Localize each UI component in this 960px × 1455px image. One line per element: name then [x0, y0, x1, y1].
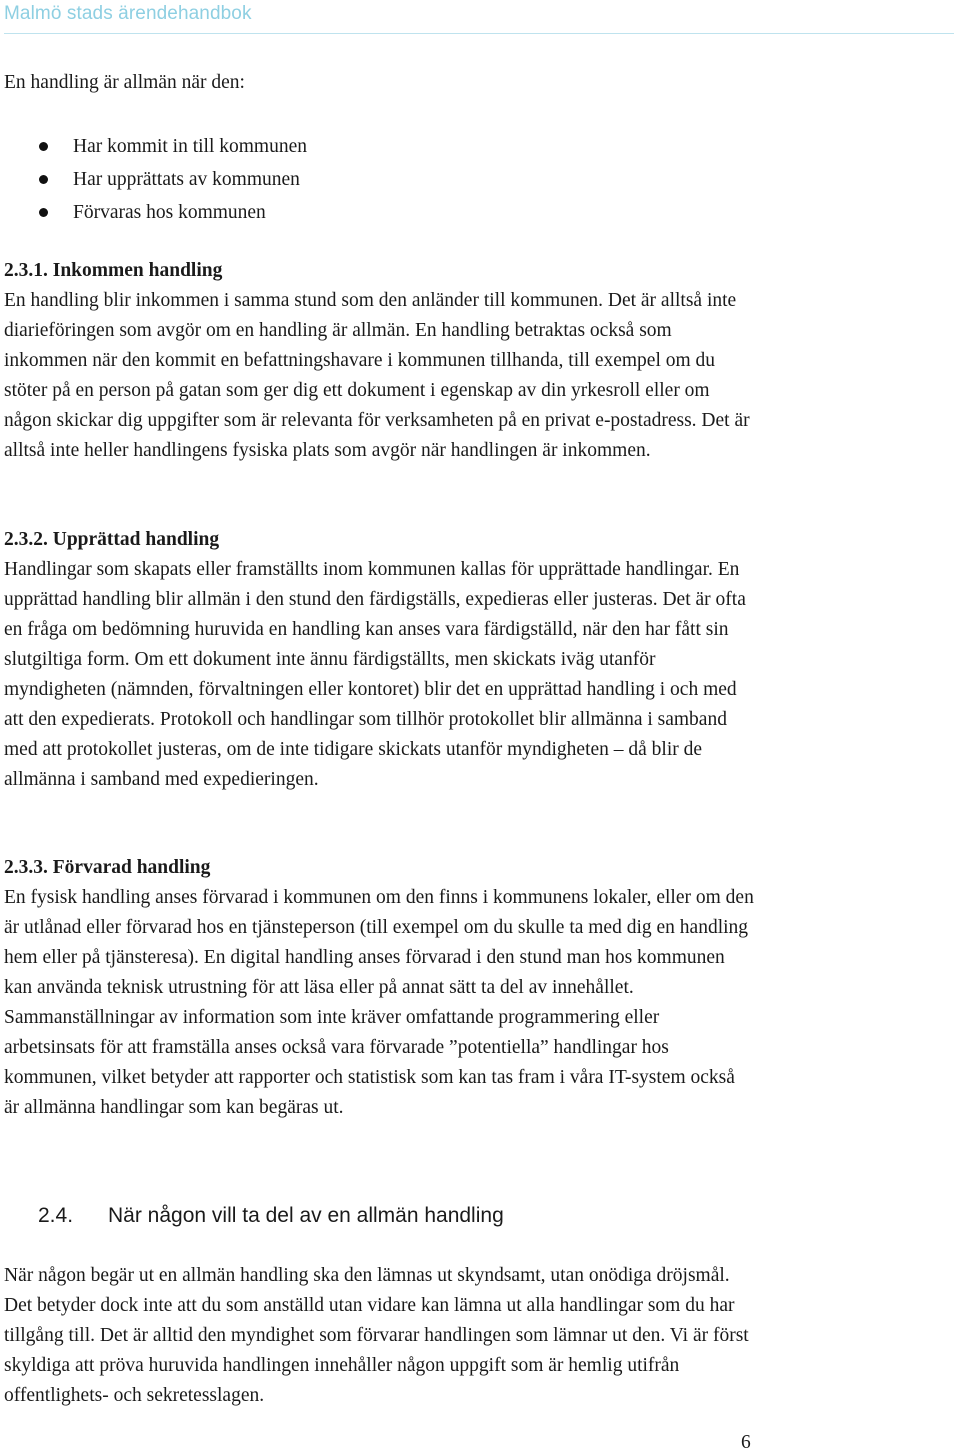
header-rule [4, 33, 954, 34]
heading-forvarad-handling: 2.3.3. Förvarad handling [4, 857, 211, 878]
running-header: Malmö stads ärendehandbok [4, 3, 252, 24]
section-title: När någon vill ta del av en allmän handling [108, 1204, 504, 1227]
bullet-icon [39, 175, 48, 184]
paragraph-ta-del-av-handling: När någon begär ut en allmän handling ska den lämnas ut skyndsamt, utan onödiga dröjsmål. Det betyder dock inte att du som anställd utan vidare kan lämna ut alla handlingar som du har tillgång till. Det är alltid den myndighet som förvarar handlingen som lämnar ut den. Vi är först skyldiga att pröva huruvida handlingen innehåller någon uppgift som är hemlig utifrån offentlighets- och sekretesslagen. [4, 1265, 749, 1406]
paragraph-forvarad-handling: En fysisk handling anses förvarad i kommunen om den finns i kommunens lokaler, eller om den är utlånad eller förvarad hos en tjänsteperson (till exempel om du skulle ta med dig en handling hem eller på tjänsteresa). En digital handling anses förvarad i den stund man hos kommunen kan använda teknisk utrustning för att läsa eller på annat sätt ta del av innehållet. Sammanställningar av information som inte kräver omfattande programmering eller arbetsinsats för att framställa anses också vara förvarade ”potentiella” handlingar hos kommunen, vilket betyder att rapporter och statistisk som kan tas fram i våra IT-system också är allmänna handlingar som kan begäras ut. [4, 887, 754, 1118]
section-number: 2.4. [38, 1204, 74, 1227]
list-item-text: Har kommit in till kommunen [73, 136, 307, 157]
section-heading-2-4 [38, 1200, 504, 1232]
bullet-icon [39, 142, 48, 151]
page-number: 6 [741, 1432, 751, 1453]
list-item [0, 130, 307, 163]
list-item-text: Förvaras hos kommunen [73, 202, 266, 223]
list-item-text: Har upprättats av kommunen [73, 169, 300, 190]
paragraph-upprattad-handling: Handlingar som skapats eller framställts inom kommunen kallas för upprättade handlingar. En upprättad handling blir allmän i den stund den färdigställs, expedieras eller justeras. Det är ofta en fråga om bedömning huruvida en handling kan anses vara färdigställd, när den har fått sin slutgiltiga form. Om ett dokument inte ännu färdigställts, men skickats iväg utanför myndigheten (nämnden, förvaltningen eller kontoret) blir det en upprättad handling i och med att den expedierats. Protokoll och handlingar som tillhör protokollet blir allmänna i samband med att protokollet justeras, om de inte tidigare skickats utanför myndigheten – då blir de allmänna i samband med expedieringen. [4, 559, 746, 790]
bullet-list [0, 130, 307, 229]
heading-inkommen-handling: 2.3.1. Inkommen handling [4, 260, 223, 281]
bullet-icon [39, 208, 48, 217]
paragraph-inkommen-handling: En handling blir inkommen i samma stund som den anländer till kommunen. Det är alltså inte diarieföringen som avgör om en handling är allmän. En handling betraktas också som inkommen när den kommit en befattningshavare i kommunen tillhanda, till exempel om du stöter på en person på gatan som ger dig ett dokument i egenskap av din yrkesroll eller om någon skickar dig uppgifter som är relevanta för verksamheten på en privat e-postadress. Det är alltså inte heller handlingens fysiska plats som avgör när handlingen är inkommen. [4, 290, 750, 461]
list-item [0, 196, 307, 229]
heading-upprattad-handling: 2.3.2. Upprättad handling [4, 529, 220, 550]
intro-text: En handling är allmän när den: [4, 72, 245, 93]
list-item [0, 163, 307, 196]
